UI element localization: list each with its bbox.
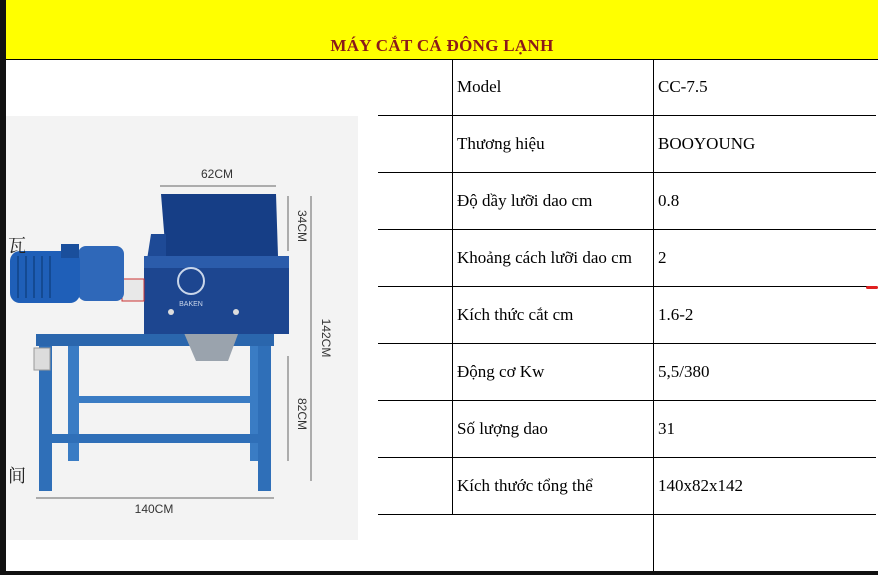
spec-label: Model xyxy=(453,59,654,116)
table-row xyxy=(378,59,876,116)
table-row xyxy=(378,116,876,173)
table-row-empty xyxy=(378,515,876,572)
dim-label-length: 140CM xyxy=(134,502,174,516)
spec-value: CC-7.5 xyxy=(654,59,877,116)
title-band xyxy=(6,0,878,60)
product-photo xyxy=(6,116,358,540)
bottom-border xyxy=(0,571,878,575)
gearbox xyxy=(78,246,124,301)
side-glyph-bottom: 间 xyxy=(8,466,26,487)
spec-value: 140x82x142 xyxy=(654,458,877,515)
page-title: MÁY CẮT CÁ ĐÔNG LẠNH xyxy=(330,36,554,55)
table-row xyxy=(378,287,876,344)
table-row xyxy=(378,173,876,230)
spec-value: 31 xyxy=(654,401,877,458)
dim-label-hopper: 34CM xyxy=(295,209,309,243)
dim-label-width: 62CM xyxy=(200,167,234,181)
switch-box xyxy=(34,348,50,370)
frame-rail-back xyxy=(68,396,250,403)
logo-text: BAKEN xyxy=(179,301,203,308)
spec-label: Thương hiệu xyxy=(453,116,654,173)
spec-value: BOOYOUNG xyxy=(654,116,877,173)
frame-top xyxy=(36,334,274,346)
table-row xyxy=(378,401,876,458)
table-row xyxy=(378,344,876,401)
hopper xyxy=(161,194,278,256)
red-mark xyxy=(866,286,878,289)
spec-label: Độ dầy lưỡi dao cm xyxy=(453,173,654,230)
table-row xyxy=(378,230,876,287)
spec-label: Động cơ Kw xyxy=(453,344,654,401)
motor xyxy=(10,251,80,303)
spec-label: Kích thức cắt cm xyxy=(453,287,654,344)
side-glyph-top: 瓦 xyxy=(8,236,26,257)
spec-value: 1.6-2 xyxy=(654,287,877,344)
spec-label: Kích thước tổng thể xyxy=(453,458,654,515)
spec-label: Số lượng dao xyxy=(453,401,654,458)
dim-label-leg: 82CM xyxy=(295,397,309,431)
spec-value: 5,5/380 xyxy=(654,344,877,401)
spec-table xyxy=(378,59,876,571)
dim-label-height: 142CM xyxy=(319,318,333,358)
leg-front-right xyxy=(258,341,271,491)
frame-rail-low xyxy=(39,434,271,443)
machine-illustration xyxy=(6,116,358,540)
spec-value: 0.8 xyxy=(654,173,877,230)
spec-label: Khoảng cách lưỡi dao cm xyxy=(453,230,654,287)
table-row xyxy=(378,458,876,515)
warning-label xyxy=(122,279,144,301)
spec-value: 2 xyxy=(654,230,877,287)
